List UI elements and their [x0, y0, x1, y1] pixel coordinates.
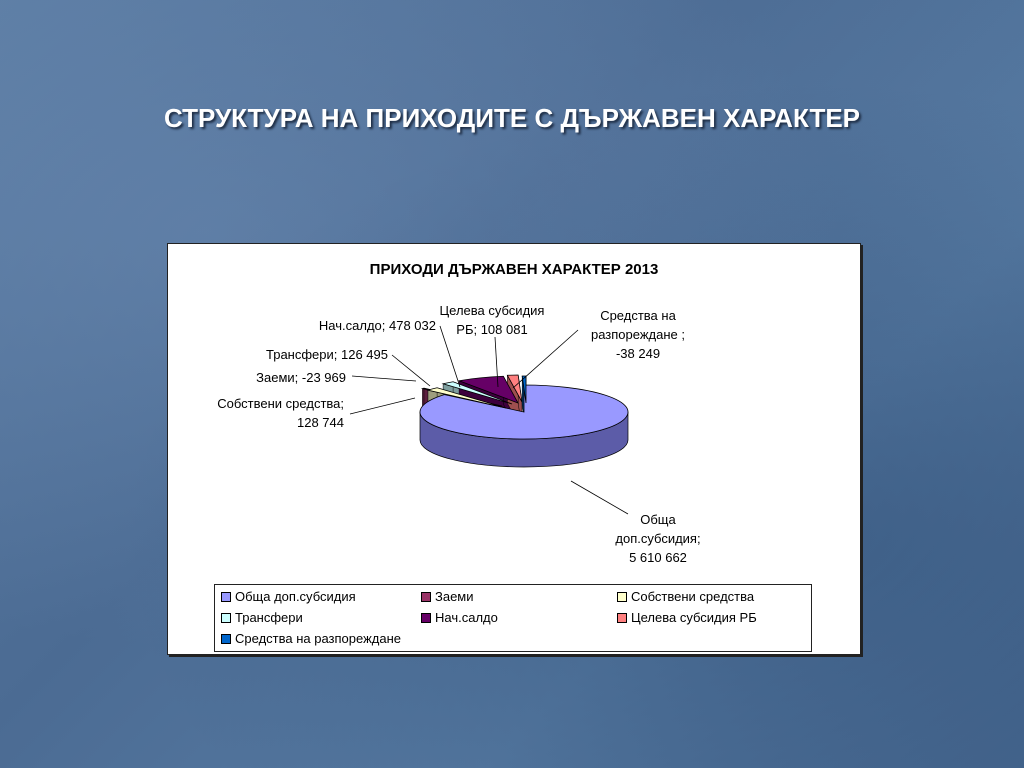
- legend-item: [421, 610, 498, 625]
- legend-item: [617, 610, 757, 625]
- data-label: Собствени средства; 128 744: [217, 396, 344, 430]
- leader-line: [392, 355, 430, 386]
- data-label: Обща доп.субсидия; 5 610 662: [615, 512, 701, 565]
- data-label: Трансфери; 126 495: [266, 347, 388, 362]
- legend-label: Средства на разпореждане: [235, 631, 402, 646]
- legend-swatch: [421, 613, 431, 623]
- legend-swatch: [221, 634, 231, 644]
- data-label: Средства на разпореждане ; -38 249: [590, 308, 686, 361]
- legend-label: Собствени средства: [631, 589, 755, 604]
- legend-item: [221, 610, 303, 625]
- legend-swatch: [221, 613, 231, 623]
- chart-legend: [214, 584, 812, 652]
- legend-swatch: [421, 592, 431, 602]
- legend-label: Целева субсидия РБ: [631, 610, 757, 625]
- chart-panel: [167, 243, 861, 655]
- legend-item: [221, 631, 401, 646]
- leader-line: [571, 481, 628, 514]
- legend-item: [617, 589, 754, 604]
- data-label: Нач.салдо; 478 032: [318, 318, 436, 333]
- legend-label: Заеми: [435, 589, 474, 604]
- pie-chart: [168, 244, 860, 584]
- legend-label: Трансфери: [235, 610, 303, 625]
- data-label: Заеми; -23 969: [256, 370, 346, 385]
- legend-swatch: [617, 592, 627, 602]
- slide-title: СТРУКТУРА НА ПРИХОДИТЕ С ДЪРЖАВЕН ХАРАКТЕР: [163, 103, 861, 133]
- legend-label: Нач.салдо: [435, 610, 498, 625]
- leader-line: [352, 376, 416, 381]
- legend-item: [221, 589, 356, 604]
- data-label: Целева субсидия РБ; 108 081: [439, 303, 545, 337]
- legend-item: [421, 589, 474, 604]
- leader-line: [513, 330, 578, 388]
- legend-label: Обща доп.субсидия: [235, 589, 356, 604]
- legend-swatch: [617, 613, 627, 623]
- chart-title: ПРИХОДИ ДЪРЖАВЕН ХАРАКТЕР 2013: [369, 261, 659, 278]
- leader-line: [350, 398, 415, 414]
- legend-swatch: [221, 592, 231, 602]
